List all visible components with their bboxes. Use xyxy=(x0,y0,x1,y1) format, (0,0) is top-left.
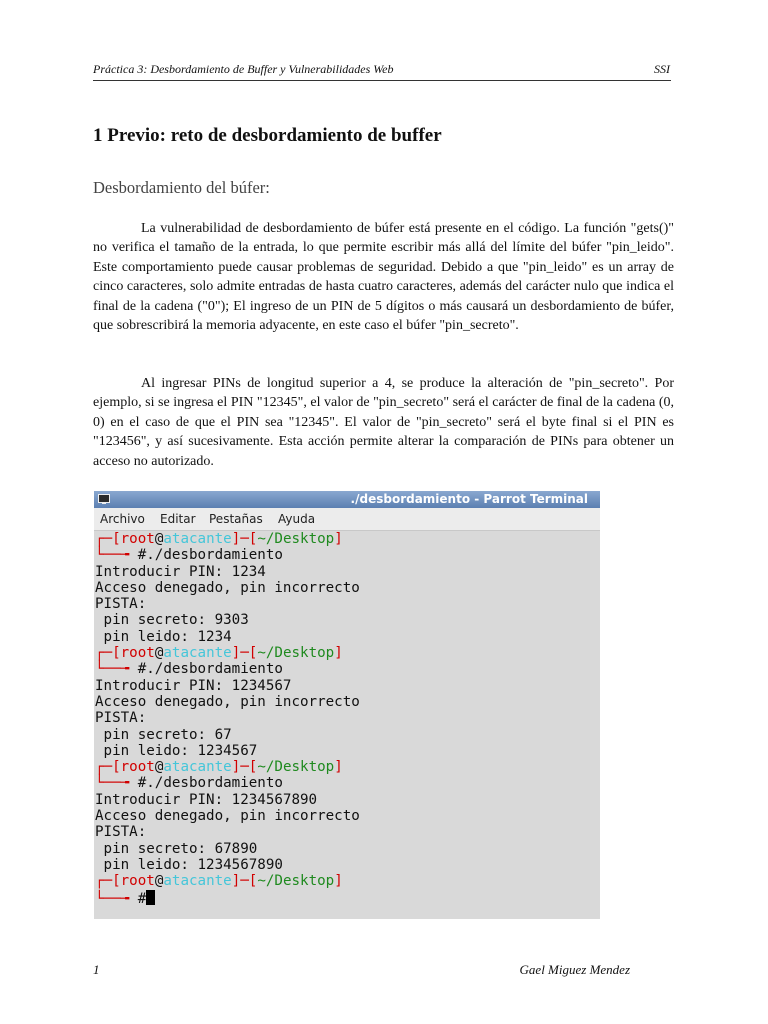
output-result: Acceso denegado, pin incorrecto xyxy=(95,579,360,596)
prompt-line: ┌─[root@atacante]─[~/Desktop] xyxy=(95,645,343,662)
paragraph-2: Al ingresar PINs de longitud superior a 4, se produce la alteración de "pin_secreto". Por ejemplo, si se ingresa el PIN "12345", el valor de "pin_secreto" será el carácter de final de la cadena (0, 0) en el caso de que el PIN sea "12345". El valor de "pin_secreto" será el byte final si el PIN es "123456", y así sucesivamente. Esta acción permite alterar la comparación de PINs para obtener un acceso no autorizado. xyxy=(93,376,674,469)
output-pin-secreto: pin secreto: 67890 xyxy=(95,840,258,857)
output-result: Acceso denegado, pin incorrecto xyxy=(95,693,360,710)
terminal-title: ./desbordamiento - Parrot Terminal xyxy=(350,492,588,506)
output-result: Acceso denegado, pin incorrecto xyxy=(95,808,360,825)
menu-ayuda[interactable]: Ayuda xyxy=(278,512,316,526)
output-pin-secreto: pin secreto: 9303 xyxy=(95,612,249,629)
command-line: └──╼ #./desbordamiento xyxy=(95,775,283,792)
subsection-title: Desbordamiento del búfer: xyxy=(93,178,270,197)
output-pin-leido: pin leido: 1234 xyxy=(95,628,232,645)
menu-pestanas[interactable]: Pestañas xyxy=(209,512,263,526)
output-pin-secreto: pin secreto: 67 xyxy=(95,726,232,743)
output-pin-leido: pin leido: 1234567890 xyxy=(95,856,283,873)
output-pin-leido: pin leido: 1234567 xyxy=(95,742,258,759)
command-line: └──╼ #./desbordamiento xyxy=(95,661,283,678)
terminal-titlebar[interactable] xyxy=(94,491,600,508)
prompt-line: ┌─[root@atacante]─[~/Desktop] xyxy=(95,873,343,890)
menu-editar[interactable]: Editar xyxy=(160,512,196,526)
output-input: Introducir PIN: 1234567 xyxy=(95,677,292,694)
section-title: 1 Previo: reto de desbordamiento de buffer xyxy=(93,125,442,146)
current-command-line[interactable]: └──╼ # xyxy=(95,890,600,906)
prompt-line: ┌─[root@atacante]─[~/Desktop] xyxy=(95,531,343,547)
terminal-menubar xyxy=(94,508,600,531)
terminal-screenshot xyxy=(94,491,600,919)
menu-archivo[interactable]: Archivo xyxy=(100,512,145,526)
output-input: Introducir PIN: 1234 xyxy=(95,563,266,580)
command-line: └──╼ #./desbordamiento xyxy=(95,547,283,564)
output-hint: PISTA: xyxy=(95,710,147,727)
header-rule xyxy=(93,80,671,81)
prompt-line: ┌─[root@atacante]─[~/Desktop] xyxy=(95,759,343,776)
output-hint: PISTA: xyxy=(95,824,147,841)
running-header-title: Práctica 3: Desbordamiento de Buffer y Vulnerabilidades Web xyxy=(93,62,394,76)
terminal-output[interactable] xyxy=(94,531,600,906)
paragraph-1: La vulnerabilidad de desbordamiento de búfer está presente en el código. La función "gets()" no verifica el tamaño de la entrada, lo que permite escribir más allá del límite del búfer "pin_leido". Este comportamiento puede causar problemas de seguridad. Debido a que "pin_leido" es un array de cinco caracteres, solo admite entradas de hasta cuatro caracteres, además del carácter nulo que indica el final de la cadena ("0"); El ingreso de un PIN de 5 dígitos o más causará un desbordamiento de búfer, que sobrescribirá la memoria adyacente, en este caso el búfer "pin_secreto". xyxy=(93,221,674,334)
footer-author: Gael Miguez Mendez xyxy=(519,962,630,977)
text-cursor xyxy=(146,890,155,905)
running-header-course: SSI xyxy=(654,62,670,76)
terminal-icon xyxy=(98,494,110,504)
output-hint: PISTA: xyxy=(95,596,147,613)
output-input: Introducir PIN: 1234567890 xyxy=(95,791,318,808)
page-number: 1 xyxy=(93,962,100,977)
